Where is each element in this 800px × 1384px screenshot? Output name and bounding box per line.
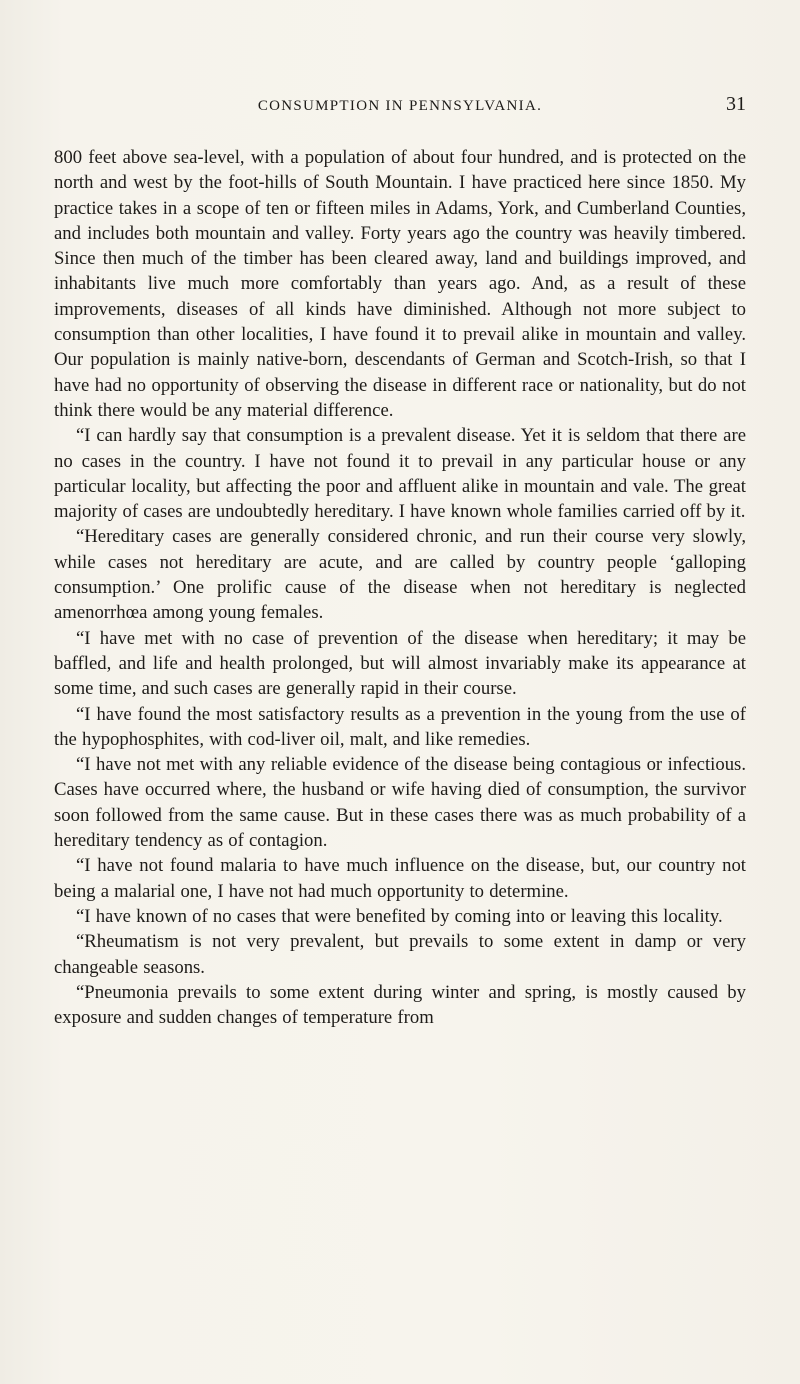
paragraph-7: “I have not found malaria to have much influence on the disease, but, our country not being a malarial one, I have not had much opportunity to determine. [54,855,746,902]
paragraph-6: “I have not met with any reliable evidence of the disease being contagious or infectious. Cases have occurred where, the husband or wife having died of consumption, the survivor soon followed from the same cause. But in these cases there was as much probability of a hereditary tendency as of contagion. [54,754,746,852]
paragraph-1: 800 feet above sea-level, with a population of about four hundred, and is protected on the north and west by the foot-hills of South Mountain. I have practiced here since 1850. My practice takes in a scope of ten or fifteen miles in Adams, York, and Cumberland Counties, and includes both mountain and valley. Forty years ago the country was heavily timbered. Since then much of the timber has been cleared away, land and buildings improved, and inhabitants live much more comfortably than years ago. And, as a result of these improvements, diseases of all kinds have diminished. Although not more subject to consumption than other localities, I have found it to prevail alike in mountain and valley. Our population is mainly native-born, descendants of German and Scotch-Irish, so that I have had no opportunity of observing the disease in different race or nationality, but do not think there would be any material difference. [54,147,746,421]
paragraph-4: “I have met with no case of prevention of the disease when hereditary; it may be baffled, and life and health prolonged, but will almost invariably make its appearance at some time, and such cases are generally rapid in their course. [54,627,746,700]
running-head: CONSUMPTION IN PENNSYLVANIA. [257,98,543,114]
paragraph-2: “I can hardly say that consumption is a prevalent disease. Yet it is seldom that there are no cases in the country. I have not found it to prevail in any particular house or any particular locality, but affecting the poor and affluent alike in mountain and vale. The great majority of cases are undoubtedly hereditary. I have known whole families carried off by it. [54,425,746,523]
body-text [54,145,746,1030]
paragraph-9: “Rheumatism is not very prevalent, but prevails to some extent in damp or very changeable seasons. [54,931,746,978]
paragraph-10: “Pneumonia prevails to some extent during winter and spring, is mostly caused by exposure and sudden changes of temperature from [54,981,746,1029]
paragraph-5: “I have found the most satisfactory results as a prevention in the young from the use of the hypophosphites, with cod-liver oil, malt, and like remedies. [54,703,746,750]
paragraph-8: “I have known of no cases that were benefited by coming into or leaving this locality. [76,905,723,927]
page-header [54,93,746,120]
paragraph-3: “Hereditary cases are generally considered chronic, and run their course very slowly, while cases not hereditary are acute, and are called by country people ‘galloping consumption.’ One prolific cause of the disease when not hereditary is neglected amenorrhœa among young females. [54,526,746,624]
page-number: 31 [726,93,746,115]
